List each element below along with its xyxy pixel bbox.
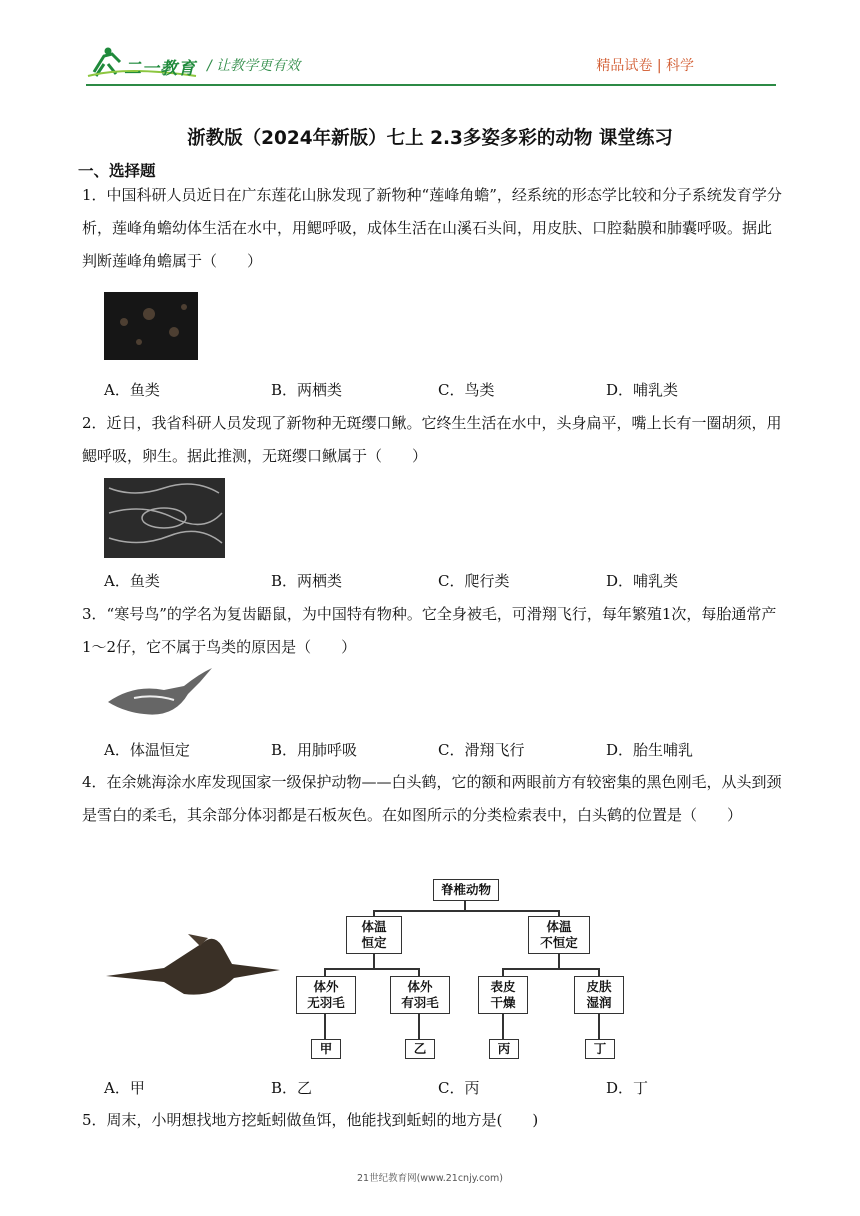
q2-option-b[interactable]: B．两栖类 bbox=[271, 572, 343, 590]
q1-option-b[interactable]: B．两栖类 bbox=[271, 381, 343, 399]
flow-ding: 丁 bbox=[585, 1039, 615, 1059]
q4-option-c[interactable]: C．丙 bbox=[438, 1079, 480, 1097]
question-3-stem: 3．“寒号鸟”的学名为复齿鼯鼠，为中国特有物种。它全身被毛，可滑翔飞行，每年繁殖1次，每胎通常产1～2仔，它不属于鸟类的原因是（ ） bbox=[82, 605, 777, 656]
flow-dry-skin: 表皮 干燥 bbox=[478, 976, 528, 1014]
question-2-stem: 2．近日，我省科研人员发现了新物种无斑缨口鳅。它终生生活在水中，头身扁平，嘴上长有一圈胡须，用鳃呼吸，卵生。据此推测，无斑缨口鳅属于（ ） bbox=[82, 414, 782, 465]
section-heading: 一、选择题 bbox=[78, 162, 156, 180]
question-4-stem: 4．在余姚海涂水库发现国家一级保护动物——白头鹤，它的额和两眼前方有较密集的黑色刚毛，从头到颈是雪白的柔毛，其余部分体羽都是石板灰色。在如图所示的分类检索表中，白头鹤的位置是（ ） bbox=[82, 773, 782, 824]
q2-option-c[interactable]: C．爬行类 bbox=[438, 572, 510, 590]
flow-no-feathers: 体外 无羽毛 bbox=[296, 976, 356, 1014]
toad-image bbox=[104, 292, 198, 360]
flow-has-feathers: 体外 有羽毛 bbox=[390, 976, 450, 1014]
loach-image bbox=[104, 478, 225, 558]
question-5-stem: 5．周末，小明想找地方挖蚯蚓做鱼饵，他能找到蚯蚓的地方是( ) bbox=[82, 1111, 539, 1129]
q1-option-d[interactable]: D．哺乳类 bbox=[606, 381, 679, 399]
header-right-label: 精品试卷 | 科学 bbox=[596, 58, 694, 74]
flying-squirrel-image bbox=[104, 664, 216, 722]
question-1-stem: 1．中国科研人员近日在广东莲花山脉发现了新物种“莲峰角蟾”，经系统的形态学比较和分子系统发育学分析，莲峰角蟾幼体生活在水中，用鳃呼吸，成体生活在山溪石头间，用皮肤、口腔黏膜和肺囊呼吸。据此判断莲峰角蟾属于（ ） bbox=[82, 186, 782, 270]
q3-option-d[interactable]: D．胎生哺乳 bbox=[606, 741, 694, 759]
q4-option-d[interactable]: D．丁 bbox=[606, 1079, 649, 1097]
q3-option-c[interactable]: C．滑翔飞行 bbox=[438, 741, 525, 759]
slogan: / 让教学更有效 bbox=[207, 58, 301, 74]
flow-yi: 乙 bbox=[405, 1039, 435, 1059]
q1-option-c[interactable]: C．鸟类 bbox=[438, 381, 495, 399]
flow-root: 脊椎动物 bbox=[433, 879, 499, 901]
q1-option-a[interactable]: A．鱼类 bbox=[104, 381, 160, 399]
flow-moist-skin: 皮肤 湿润 bbox=[574, 976, 624, 1014]
flow-warm-blooded: 体温 恒定 bbox=[346, 916, 402, 954]
header-divider bbox=[86, 84, 776, 86]
footer-source: 21世纪教育网(www.21cnjy.com) bbox=[356, 1173, 503, 1184]
crane-image bbox=[104, 928, 284, 1000]
flow-cold-blooded: 体温 不恒定 bbox=[528, 916, 590, 954]
q4-option-a[interactable]: A．甲 bbox=[104, 1079, 145, 1097]
q3-option-b[interactable]: B．用肺呼吸 bbox=[271, 741, 358, 759]
logo-text: 二一教育 bbox=[124, 59, 196, 79]
flow-bing: 丙 bbox=[489, 1039, 519, 1059]
flow-jia: 甲 bbox=[311, 1039, 341, 1059]
q2-option-d[interactable]: D．哺乳类 bbox=[606, 572, 679, 590]
q2-option-a[interactable]: A．鱼类 bbox=[104, 572, 160, 590]
q3-option-a[interactable]: A．体温恒定 bbox=[104, 741, 190, 759]
page-title: 浙教版（2024年新版）七上 2.3多姿多彩的动物 课堂练习 bbox=[187, 128, 673, 149]
q4-option-b[interactable]: B．乙 bbox=[271, 1079, 313, 1097]
classification-flowchart bbox=[290, 874, 635, 1068]
